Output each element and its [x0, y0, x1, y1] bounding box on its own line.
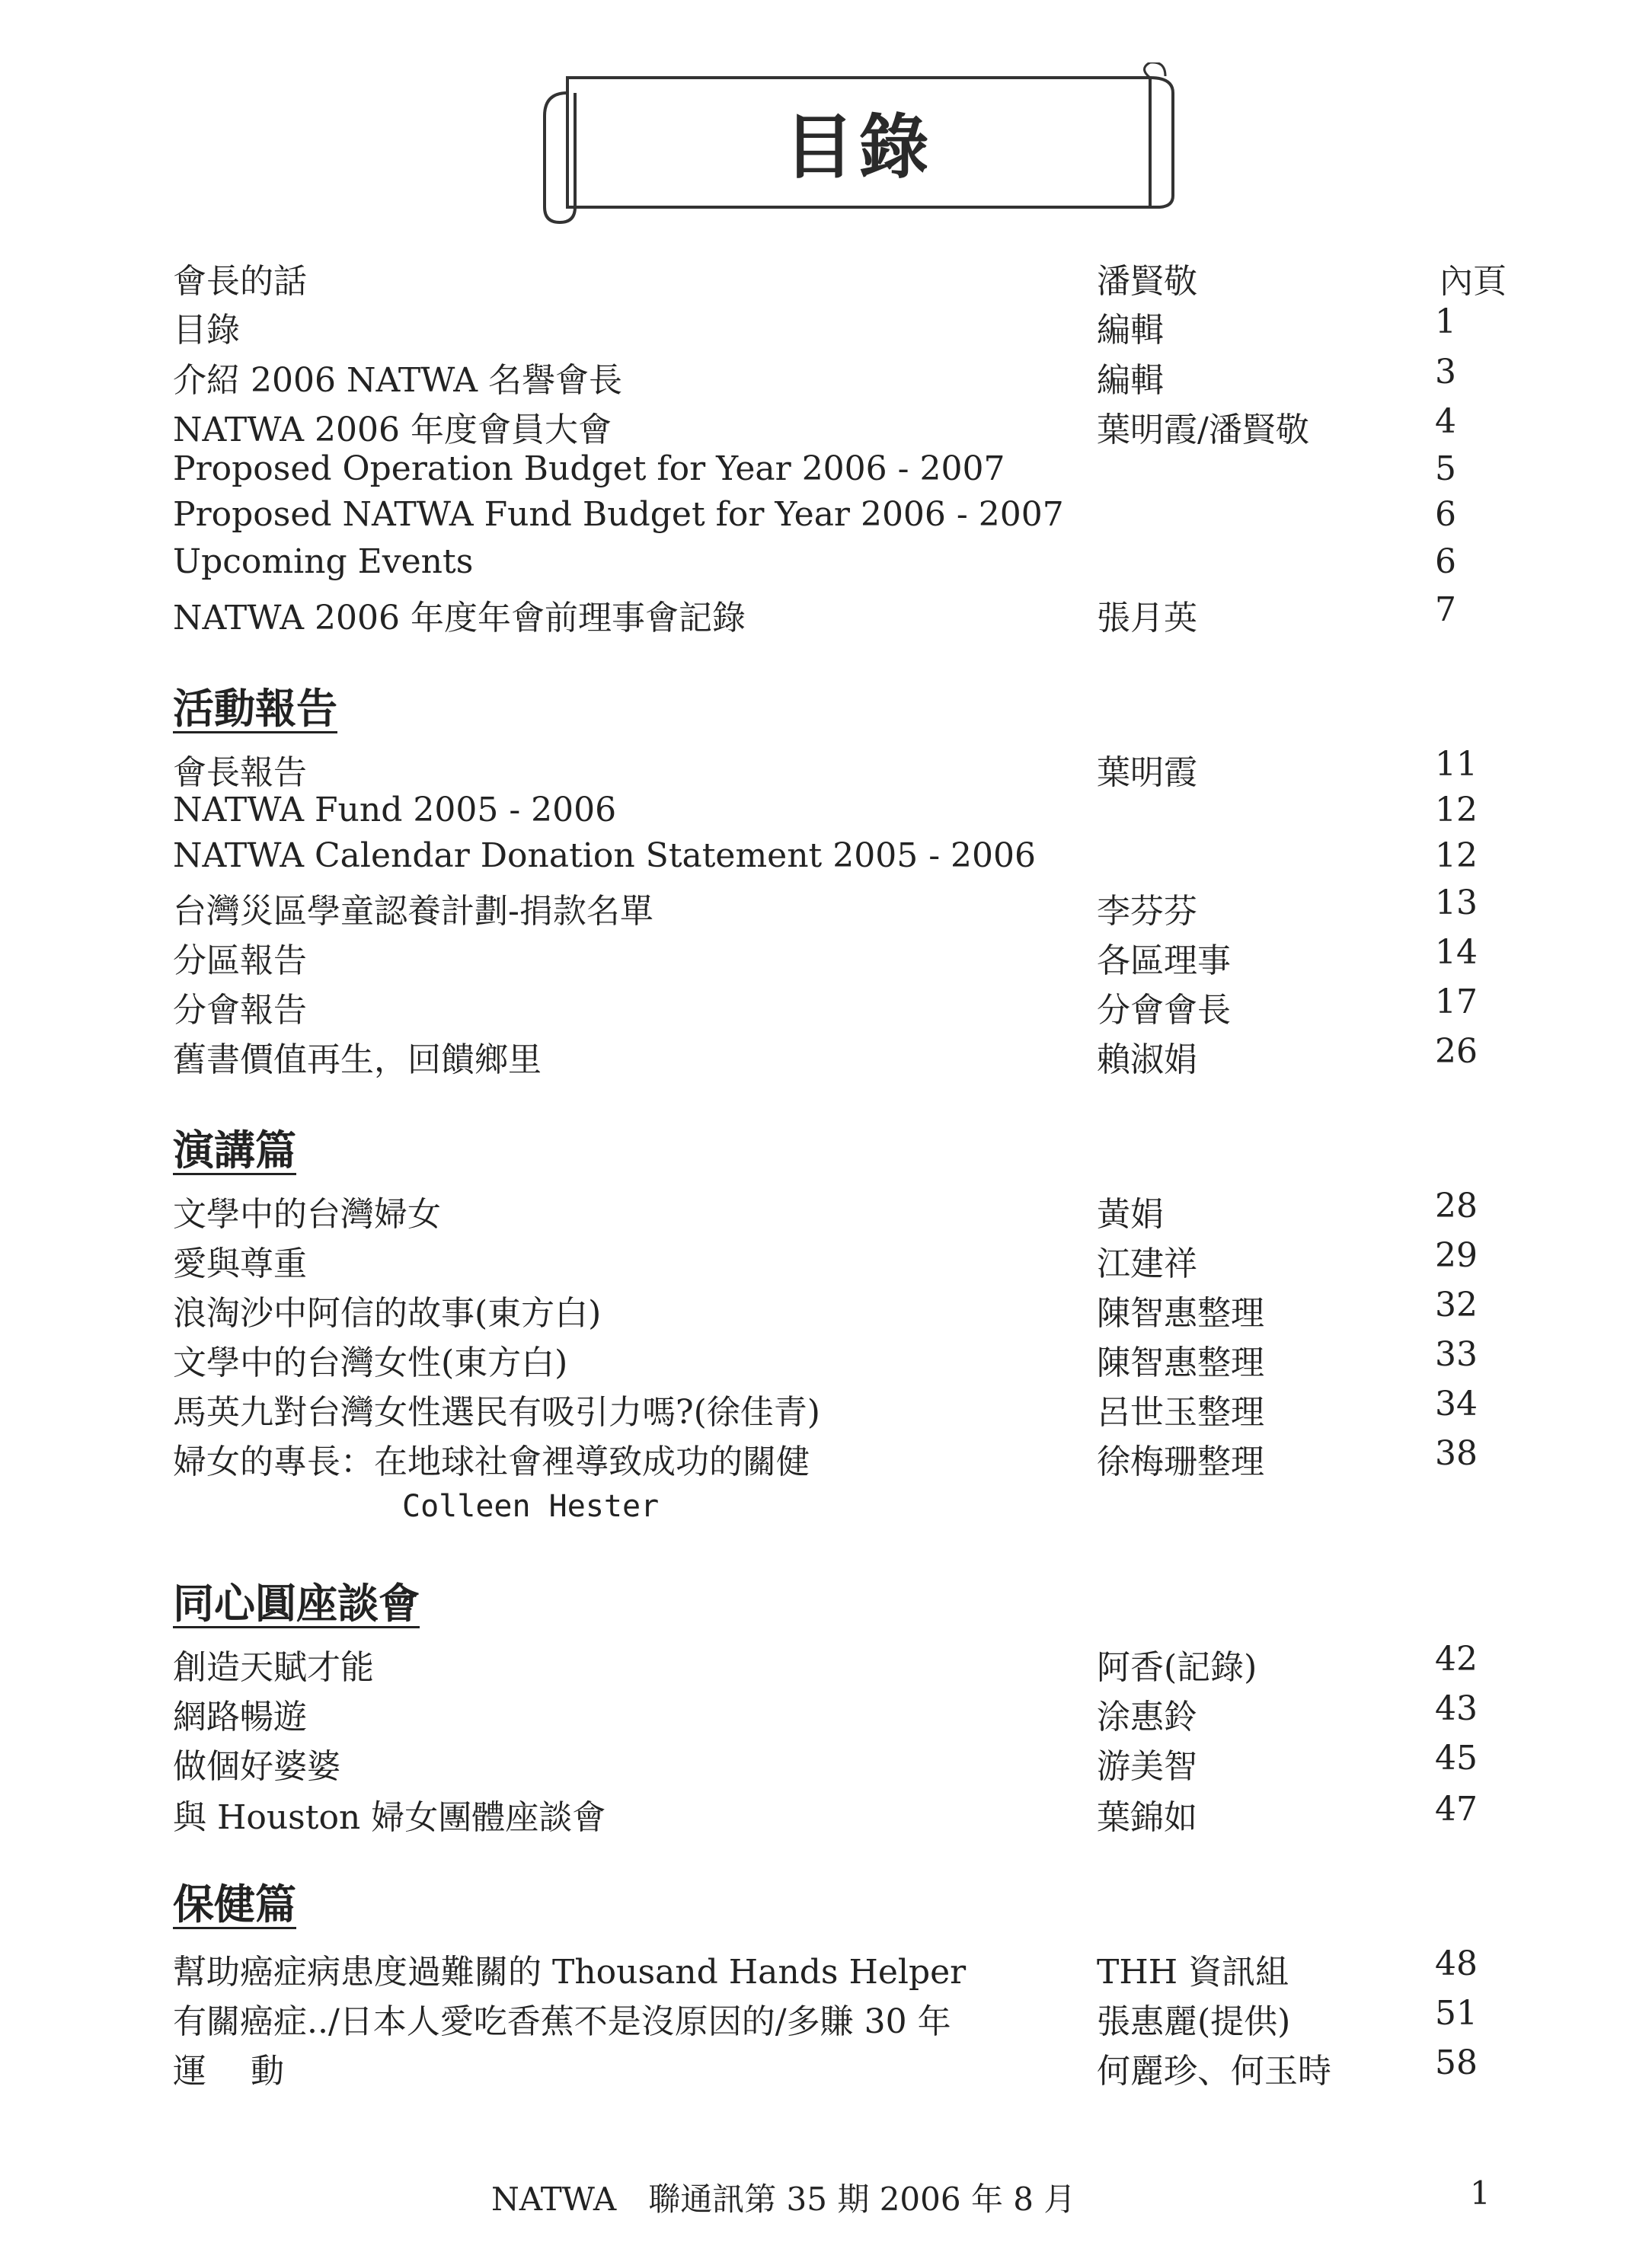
toc-entry-author: 張惠麗(提供): [1097, 2002, 1291, 2041]
toc-entry-page: 51: [1435, 1994, 1478, 2033]
toc-entry-author: 涂惠鈴: [1097, 1698, 1197, 1736]
toc-entry-title: Proposed Operation Budget for Year 2006 - 2007: [173, 449, 1005, 488]
toc-entry-page: 32: [1435, 1286, 1478, 1324]
toc-entry-title: 文學中的台灣婦女: [173, 1195, 441, 1234]
toc-entry-author: 陳智惠整理: [1097, 1294, 1264, 1333]
toc-entry-page: 42: [1435, 1640, 1478, 1679]
toc-entry-page: 11: [1435, 745, 1478, 784]
title-banner: [537, 62, 1181, 226]
toc-entry-title: Upcoming Events: [173, 542, 474, 581]
toc-entry-page: 14: [1435, 933, 1478, 972]
toc-entry-title: 與 Houston 婦女團體座談會: [173, 1798, 606, 1837]
footer-publication: NATWA 聯通訊第 35 期 2006 年 8 月: [491, 2181, 1076, 2218]
toc-entry-page: 33: [1435, 1335, 1478, 1374]
toc-entry-author: 葉明霞/潘賢敬: [1097, 411, 1309, 449]
toc-entry-title: NATWA Calendar Donation Statement 2005 - 2006: [173, 836, 1037, 875]
toc-entry-author: 分會會長: [1097, 991, 1231, 1030]
toc-entry-author: 游美智: [1097, 1747, 1197, 1786]
toc-entry-page: 7: [1435, 590, 1456, 629]
toc-entry-page: 29: [1435, 1236, 1478, 1275]
toc-entry-title: 會長的話: [173, 262, 307, 301]
section-heading: 同心圓座談會: [173, 1579, 420, 1628]
toc-entry-title: 愛與尊重: [173, 1244, 307, 1283]
toc-entry-title: 分區報告: [173, 941, 307, 980]
toc-entry-title: 浪淘沙中阿信的故事(東方白): [173, 1294, 602, 1333]
toc-entry-author: 葉錦如: [1097, 1798, 1197, 1837]
toc-entry-page: 34: [1435, 1385, 1478, 1423]
toc-entry-page: 13: [1435, 883, 1478, 922]
toc-entry-title: NATWA Fund 2005 - 2006: [173, 791, 617, 829]
toc-entry-title: 創造天賦才能: [173, 1648, 374, 1687]
toc-entry-author: THH 資訊組: [1097, 1953, 1289, 1992]
toc-entry-title: 舊書價值再生，回饋鄉里: [173, 1040, 542, 1079]
toc-entry-page: 6: [1435, 495, 1456, 534]
toc-entry-title: 運 動: [173, 2052, 284, 2091]
toc-entry-page: 58: [1435, 2043, 1478, 2082]
toc-entry-author: 各區理事: [1097, 941, 1231, 980]
toc-entry-title: 網路暢遊: [173, 1698, 307, 1736]
toc-entry-page: 12: [1435, 836, 1478, 875]
section-heading: 保健篇: [173, 1880, 296, 1928]
toc-entry-author: 編輯: [1097, 311, 1164, 350]
toc-entry-author: 何麗珍、何玉時: [1097, 2052, 1331, 2091]
section-heading: 活動報告: [173, 684, 337, 733]
toc-entry-title: 目錄: [173, 311, 240, 350]
toc-entry-author: 阿香(記錄): [1097, 1648, 1257, 1687]
toc-entry-author: 潘賢敬: [1097, 262, 1197, 301]
toc-entry-page: 6: [1435, 542, 1456, 581]
footer-page-number: 1: [1470, 2174, 1491, 2212]
toc-entry-page: 45: [1435, 1739, 1478, 1778]
toc-entry-author: 黃娟: [1097, 1195, 1164, 1234]
toc-entry-subline: Colleen Hester: [402, 1489, 660, 1524]
page-title: 目錄: [784, 106, 934, 188]
toc-entry-title: 幫助癌症病患度過難關的 Thousand Hands Helper: [173, 1953, 967, 1992]
toc-entry-author: 張月英: [1097, 599, 1197, 637]
toc-entry-author: 呂世玉整理: [1097, 1393, 1264, 1432]
toc-entry-page: 5: [1435, 449, 1456, 488]
toc-entry-page: 1: [1435, 302, 1456, 341]
toc-entry-page: 38: [1435, 1434, 1478, 1473]
toc-entry-author: 葉明霞: [1097, 753, 1197, 792]
toc-entry-title: 文學中的台灣女性(東方白): [173, 1343, 568, 1382]
toc-entry-title: NATWA 2006 年度會員大會: [173, 411, 612, 449]
toc-entry-page: 48: [1435, 1944, 1478, 1983]
toc-entry-author: 編輯: [1097, 361, 1164, 400]
toc-entry-author: 李芬芬: [1097, 892, 1197, 931]
toc-entry-author: 陳智惠整理: [1097, 1343, 1264, 1382]
page-column-header: 內頁: [1440, 262, 1507, 301]
toc-entry-title: 會長報告: [173, 753, 307, 792]
toc-entry-title: 做個好婆婆: [173, 1747, 340, 1786]
toc-entry-page: 47: [1435, 1790, 1478, 1829]
toc-entry-title: Proposed NATWA Fund Budget for Year 2006 - 2007: [173, 495, 1064, 534]
toc-entry-title: 有關癌症../日本人愛吃香蕉不是沒原因的/多賺 30 年: [173, 2002, 951, 2041]
toc-entry-page: 3: [1435, 353, 1456, 391]
toc-entry-title: 台灣災區學童認養計劃-捐款名單: [173, 892, 653, 931]
toc-entry-page: 4: [1435, 402, 1456, 441]
toc-entry-title: 馬英九對台灣女性選民有吸引力嗎?(徐佳青): [173, 1393, 820, 1432]
toc-entry-page: 12: [1435, 791, 1478, 829]
toc-entry-page: 17: [1435, 982, 1478, 1021]
section-heading: 演講篇: [173, 1126, 296, 1174]
toc-entry-title: 婦女的專長：在地球社會裡導致成功的關健: [173, 1443, 810, 1481]
toc-entry-title: 介紹 2006 NATWA 名譽會長: [173, 361, 622, 400]
toc-entry-author: 徐梅珊整理: [1097, 1443, 1264, 1481]
toc-entry-title: 分會報告: [173, 991, 307, 1030]
toc-entry-page: 28: [1435, 1187, 1478, 1225]
toc-entry-author: 江建祥: [1097, 1244, 1197, 1283]
toc-entry-title: NATWA 2006 年度年會前理事會記錄: [173, 599, 746, 637]
toc-entry-page: 43: [1435, 1689, 1478, 1728]
toc-entry-page: 26: [1435, 1032, 1478, 1071]
toc-entry-author: 賴淑娟: [1097, 1040, 1197, 1079]
